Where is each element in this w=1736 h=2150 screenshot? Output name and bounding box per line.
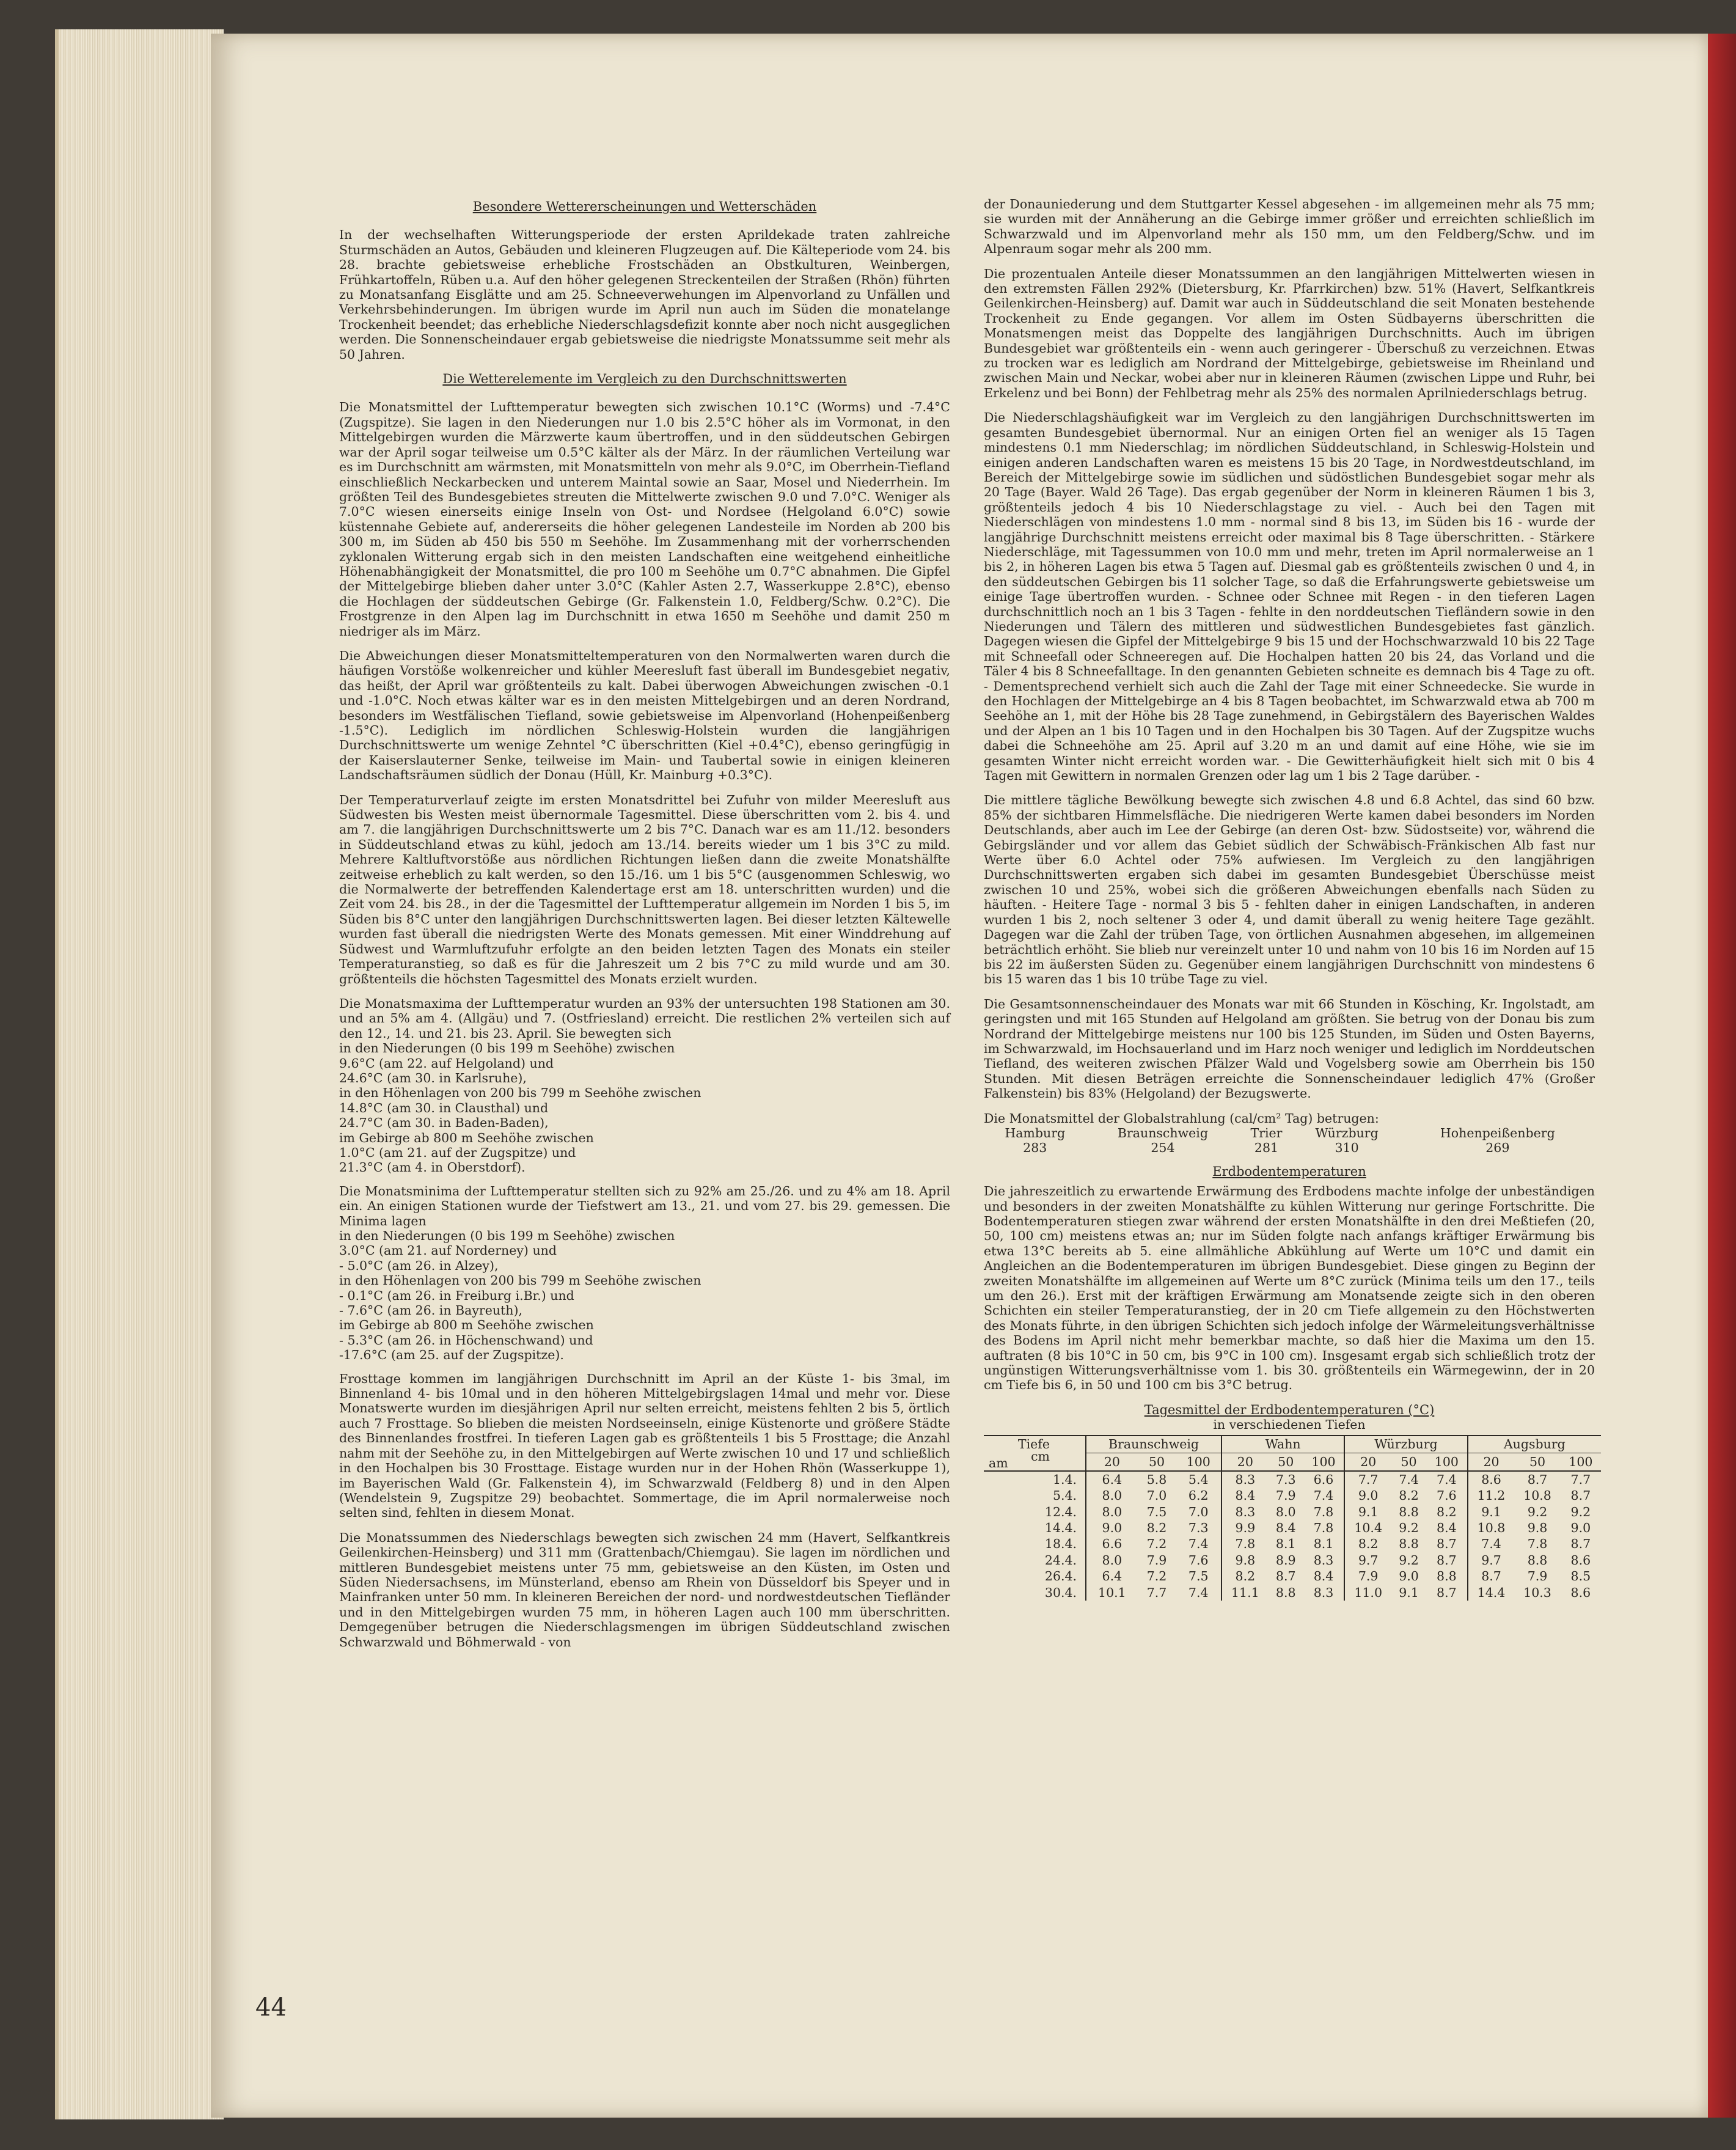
date-cell: 18.4. — [984, 1536, 1086, 1552]
depth-header: 50 — [1401, 1454, 1417, 1469]
temperature-cell: 8.7 — [1437, 1585, 1457, 1600]
date-cell: 12.4. — [984, 1504, 1086, 1520]
temperature-cell: 7.9 — [1527, 1569, 1548, 1584]
depth-header: 50 — [1278, 1454, 1294, 1469]
temperature-cell: 8.7 — [1437, 1552, 1457, 1568]
temperature-cell: 8.4 — [1437, 1520, 1457, 1535]
temperature-cell: 8.7 — [1437, 1536, 1457, 1552]
temperature-cell: 7.8 — [1313, 1504, 1334, 1519]
temperature-cell: 7.0 — [1188, 1504, 1209, 1519]
temperature-cell: 8.3 — [1221, 1471, 1269, 1488]
station-name: Würzburg — [1315, 1125, 1379, 1140]
temperature-cell: 6.2 — [1188, 1488, 1209, 1503]
table-subtitle: in verschiedenen Tiefen — [1213, 1417, 1366, 1433]
station-name: Trier — [1250, 1125, 1283, 1140]
temperature-cell: 8.3 — [1313, 1585, 1334, 1600]
temperature-cell: 9.0 — [1344, 1488, 1391, 1503]
depth-header: 20 — [1344, 1453, 1391, 1471]
table-row — [984, 1471, 1601, 1488]
paragraph: Die mittlere tägliche Bewölkung bewegte sich zwischen 4.8 und 6.8 Achtel, das sind 60 bzw. 85% der sichtbaren Himmelsfläche. Die niedrigeren Werte kamen dabei besonders im Norden Deutschlands, aber auch im Lee der Gebirge (an deren Ost- bzw. Südostseite) vor, während die Gebirgsländer und vor allem das Gebiet südlich der Schwäbisch-Fränkischen Alb fast nur Werte über 6.0 Achtel oder 75% aufwiesen. Im Vergleich zu den langjährigen Durchschnittswerten ergaben sich dabei im gesamten Bundesgebiet Überschüsse meist zwischen 10 und 25%, wobei sich die größeren Abweichungen ebenfalls nach Süden zu häuften. - Heitere Tage - normal 3 bis 5 - fehlten daher in einigen Landschaften, in anderen wurden 1 bis 2, noch seltener 3 oder 4, und damit überall zu wenig heitere Tage gezählt. Dagegen war die Zahl der trüben Tage, von örtlichen Ausnahmen abgesehen, im allgemeinen beträchtlich erhöht. Sie blieb nur vereinzelt unter 10 und nahm von 10 bis 16 im Norden auf 15 bis 22 im äußersten Süden zu. Gegenüber einem langjährigen Durchschnitt von mindestens 6 bis 15 waren das 1 bis 10 trübe Tage zu viel. — [984, 793, 1595, 987]
date-cell: 24.4. — [984, 1552, 1086, 1568]
paragraph: Die Niederschlagshäufigkeit war im Vergleich zu den langjährigen Durchschnittswerten im gesamten Bundesgebiet übernormal. Nur an einigen Orten fiel an weniger als 15 Tagen mindestens 0.1 mm Niederschlag; im nördlichen Süddeutschland, in Schleswig-Holstein und einigen anderen Landschaften waren es meistens 15 bis 20 Tage, in Nordwestdeutschland, im Bereich der Mittelgebirge sowie im südlichen und südöstlichen Bundesgebiet sogar mehr als 20 Tage (Bayer. Wald 26 Tage). Das ergab gegenüber der Norm in kleineren Räumen 1 bis 3, größtenteils jedoch 4 bis 10 Niederschlagstage zu viel. - Auch bei den Tagen mit Niederschlägen von mindestens 1.0 mm - normal sind 8 bis 13, im Süden bis 16 - wurde der langjährige Durchschnitt meistens erreicht oder maximal bis 8 Tage überschritten. - Stärkere Niederschläge, mit Tagessummen von 10.0 mm und mehr, treten im April normalerweise an 1 bis 2, in höheren Lagen bis etwa 5 Tagen auf. Diesmal gab es größtenteils zwischen 0 und 4, in den süddeutschen Gebirgen bis 11 solcher Tage, so daß die Erfahrungswerte gebietsweise um einige Tage übertroffen wurden. - Schnee oder Schnee mit Regen - in den tieferen Lagen durchschnittlich noch an 1 bis 3 Tagen - fehlte in den norddeutschen Tiefländern sowie in den Niederungen und Tälern des mittleren und südwestlichen Bundesgebietes fast gänzlich. Dagegen wiesen die Gipfel der Mittelgebirge 9 bis 15 und der Hochschwarzwald 10 bis 22 Tage mit Schneefall oder Schneeregen auf. Die Hochalpen hatten 20 bis 24, das Vorland und die Täler 4 bis 8 Schneefalltage. In den genannten Gebieten schneite es demnach bis 4 Tage zu oft. - Dementsprechend verhielt sich auch die Zahl der Tage mit einer Schneedecke. Sie wurde in den Hochlagen der Mittelgebirge an 4 bis 8 Tagen beobachtet, im Schwarzwald etwa ab 700 m Seehöhe an 1, mit der Höhe bis 28 Tage zunehmend, in Gebirgstälern des Bayerischen Waldes und der Alpen an 1 bis 10 Tagen und in den Hochalpen bis 30 Tagen. Auf der Zugspitze wuchs dabei die Schneehöhe am 25. April auf 3.20 m an und damit auf eine Höhe, wie sie im gesamten Winter nicht erreicht worden war. - Die Gewitterhäufigkeit hielt sich mit 0 bis 4 Tagen mit Gewittern in normalen Grenzen oder lag um 1 bis 2 Tage darüber. - — [984, 410, 1595, 783]
temperature-cell: 7.2 — [1146, 1536, 1167, 1552]
temperature-cell: 7.4 — [1188, 1585, 1209, 1600]
temperature-cell: 8.6 — [1570, 1552, 1591, 1568]
temperature-cell: 8.8 — [1437, 1569, 1457, 1584]
temperature-cell: 6.6 — [1102, 1536, 1123, 1552]
radiation-value: 269 — [1485, 1140, 1510, 1156]
temperature-cell: 8.8 — [1275, 1585, 1296, 1600]
temperature-cell: 9.2 — [1527, 1504, 1548, 1519]
section-heading: Die Wetterelemente im Vergleich zu den Durchschnittswerten — [442, 372, 847, 387]
paragraph: der Donauniederung und dem Stuttgarter Kessel abgesehen - im allgemeinen mehr als 75 mm; sie wurden mit der Annäherung an die Gebirge immer größer und erreichten schließlich im Schwarzwald und im Alpenvorland mehr als 150 mm, um den Feldberg/Schw. und im Alpenraum sogar mehr als 200 mm. — [984, 197, 1595, 257]
temperature-cell: 8.2 — [1344, 1536, 1391, 1552]
temperature-cell: 7.8 — [1527, 1536, 1548, 1552]
date-cell: 30.4. — [984, 1585, 1086, 1601]
temperature-cell: 8.7 — [1570, 1488, 1591, 1503]
station-header: Würzburg — [1344, 1436, 1467, 1453]
temperature-cell: 7.9 — [1146, 1552, 1167, 1568]
section-heading: Besondere Wettererscheinungen und Wetterschäden — [472, 199, 817, 214]
table-row — [984, 1552, 1601, 1568]
temperature-cell: 9.1 — [1344, 1504, 1391, 1520]
station-header: Wahn — [1221, 1436, 1344, 1453]
temperature-cell: 8.3 — [1313, 1552, 1334, 1568]
corner-cell — [984, 1436, 1086, 1471]
book-binding-edge — [1708, 34, 1736, 2118]
paragraph: Die Gesamtsonnenscheindauer des Monats war mit 66 Stunden in Kösching, Kr. Ingolstadt, am geringsten und mit 165 Stunden auf Helgoland am größten. Sie betrug von der Donau bis zum Nordrand der Mittelgebirge meistens nur 100 bis 125 Stunden, im Süden und Osten Bayerns, im Schwarzwald, im Hochsauerland und im Harz noch weniger und lediglich im Norddeutschen Tiefland, des weiteren zwischen Pfälzer Wald und Vogelsberg sowie am Oberrhein bis 150 Stunden. Mit diesen Beträgen erreichte die Sonnenscheindauer lediglich 47% (Großer Falkenstein) bis 83% (Helgoland) der Bezugswerte. — [984, 996, 1595, 1101]
temperature-cell: 7.9 — [1344, 1568, 1391, 1584]
maxima-list: in den Niederungen (0 bis 199 m Seehöhe) zwischen 9.6°C (am 22. auf Helgoland) und 24.6°C (am 30. in Karlsruhe), in den Höhenlagen von 200 bis 799 m Seehöhe zwischen 14.8°C (am 30. in Clausthal) und 24.7°C (am 30. in Baden-Baden), im Gebirge ab 800 m Seehöhe zwischen 1.0°C (am 21. auf der Zugspitze) und 21.3°C (am 4. in Oberstdorf). — [339, 1041, 701, 1175]
temperature-cell: 8.0 — [1102, 1504, 1123, 1519]
temperature-cell: 9.7 — [1344, 1552, 1391, 1568]
temperature-cell: 9.2 — [1399, 1552, 1419, 1568]
depth-header: 100 — [1311, 1454, 1336, 1469]
depth-header: 100 — [1434, 1454, 1459, 1469]
temperature-cell: 8.0 — [1275, 1504, 1296, 1519]
temperature-cell: 9.1 — [1468, 1504, 1515, 1520]
table-row — [984, 1488, 1601, 1503]
temperature-cell: 9.9 — [1221, 1520, 1269, 1536]
date-cell: 14.4. — [984, 1520, 1086, 1536]
temperature-cell: 8.6 — [1468, 1471, 1515, 1488]
paragraph: Die prozentualen Anteile dieser Monatssummen an den langjährigen Mittelwerten wiesen in den extremsten Fällen 292% (Dietersburg, Kr. Pfarrkirchen) bzw. 51% (Havert, Selfkantkreis Geilenkirchen-Heinsberg) auf. Damit war auch in Süddeutschland die seit Monaten bestehende Trockenheit zu Ende gegangen. Vor allem im Osten Südbayerns überschritten die Monatsmengen meist das Doppelte des langjährigen Durchschnitts. Auch im übrigen Bundesgebiet war größtenteils ein - wenn auch geringerer - Überschuß zu verzeichnen. Etwas zu trocken war es lediglich am Nordrand der Mittelgebirge, gebietsweise im Rheinland und zwischen Main und Neckar, wobei aber nur in kleineren Räumen (zwischen Lippe und Ruhr, bei Erkelenz und bei Bonn) der Fehlbetrag mehr als 25% des normalen Aprilniederschlags betrug. — [984, 266, 1595, 400]
corner-label: am — [989, 1456, 1008, 1471]
temperature-cell: 8.4 — [1221, 1488, 1269, 1503]
temperature-cell: 7.3 — [1275, 1472, 1296, 1487]
radiation-table — [984, 1126, 1595, 1156]
paragraph: Frosttage kommen im langjährigen Durchschnitt im April an der Küste 1- bis 3mal, im Binnenland 4- bis 10mal und in den höheren Mittelgebirgslagen 14mal und mehr vor. Diese Monatswerte wurden im diesjährigen April nur selten erreicht, meistens fehlten 2 bis 5, örtlich auch 7 Frosttage. So blieben die meisten Nordseeinseln, einige Küstenorte und größere Städte des Binnenlandes frostfrei. In tieferen Lagen gab es größtenteils 1 bis 5 Frosttage; die Anzahl nahm mit der Seehöhe zu, in den Mittelgebirgen auf Werte zwischen 10 und 17 und schließlich in den Hochalpen bis 30 Frosttage. Eistage wurden nur in der Hohen Rhön (Wasserkuppe 1), im Bayerischen Wald (Gr. Falkenstein 4), im Schwarzwald (Feldberg 8) und in den Alpen (Wendelstein 9, Zugspitze 29) beobachtet. Sommertage, die im April normalerweise noch selten sind, fehlten in diesem Monat. — [339, 1371, 950, 1521]
date-cell: 1.4. — [984, 1471, 1086, 1488]
temperature-cell: 7.3 — [1188, 1520, 1209, 1535]
temperature-cell: 8.8 — [1399, 1504, 1419, 1519]
temperature-cell: 7.0 — [1146, 1488, 1167, 1503]
temperature-cell: 7.8 — [1313, 1520, 1334, 1535]
paragraph: Die jahreszeitlich zu erwartende Erwärmung des Erdbodens machte infolge der unbeständigen und besonders in der zweiten Monatshälfte zu kühlen Witterung nur geringe Fortschritte. Die Bodentemperaturen stiegen zwar während der ersten Monatshälfte in den drei Meßtiefen (20, 50, 100 cm) meistens etwas an; nur im Süden folgte nach anfangs kräftiger Erwärmung bis etwa 13°C bereits ab 5. eine allmähliche Abkühlung auf Werte um 10°C und damit ein Angleichen an die Bodentemperaturen im übrigen Bundesgebiet. Diese gingen zu Beginn der zweiten Monatshälfte im allgemeinen auf Werte um 8°C zurück (Minima teils um den 17., teils um den 26.). Erst mit der kräftigen Erwärmung am Monatsende zeigte sich in den oberen Schichten ein steiler Temperaturanstieg, der in 20 cm Tiefe allgemein zu den Höchstwerten des Monats führte, in den übrigen Schichten sich jedoch infolge der Wärmeleitungsverhältnisse des Bodens im April nicht mehr bemerkbar machte, so daß hier die Maxima um den 15. auftraten (8 bis 10°C in 50 cm, bis 9°C in 100 cm). Insgesamt ergab sich schließlich trotz der ungünstigen Witterungsverhältnisse vom 1. bis 30. größtenteils ein Wärmegewinn, der in 20 cm Tiefe bis 6, in 50 und 100 cm bis 3°C betrug. — [984, 1184, 1595, 1393]
temperature-cell: 10.3 — [1523, 1585, 1551, 1600]
station-name: Hamburg — [1005, 1125, 1066, 1140]
temperature-cell: 7.4 — [1188, 1536, 1209, 1552]
soil-temperature-table — [984, 1435, 1601, 1601]
temperature-cell: 8.7 — [1570, 1536, 1591, 1552]
table-title: Tagesmittel der Erdbodentemperaturen (°C) — [1144, 1402, 1435, 1417]
temperature-cell: 7.4 — [1468, 1536, 1515, 1552]
depth-header: 100 — [1186, 1454, 1210, 1469]
temperature-cell: 9.2 — [1570, 1504, 1591, 1519]
temperature-cell: 7.4 — [1437, 1472, 1457, 1487]
temperature-cell: 7.4 — [1399, 1472, 1419, 1487]
table-row — [984, 1536, 1601, 1552]
temperature-cell: 7.7 — [1146, 1585, 1167, 1600]
depth-header: 20 — [1468, 1453, 1515, 1471]
temperature-cell: 10.8 — [1523, 1488, 1551, 1503]
corner-label: cm — [1031, 1448, 1050, 1464]
temperature-cell: 10.1 — [1098, 1585, 1126, 1600]
depth-header: 20 — [1221, 1453, 1269, 1471]
depth-header: 50 — [1149, 1454, 1165, 1469]
temperature-cell: 11.0 — [1344, 1585, 1391, 1601]
temperature-cell: 8.7 — [1468, 1568, 1515, 1584]
temperature-cell: 8.2 — [1437, 1504, 1457, 1519]
temperature-cell: 9.0 — [1399, 1569, 1419, 1584]
temperature-cell: 11.1 — [1221, 1585, 1269, 1601]
temperature-cell: 9.0 — [1570, 1520, 1591, 1535]
date-cell: 26.4. — [984, 1568, 1086, 1584]
temperature-cell: 11.2 — [1468, 1488, 1515, 1503]
temperature-cell: 7.8 — [1221, 1536, 1269, 1552]
temperature-cell: 5.4 — [1188, 1472, 1209, 1487]
temperature-cell: 8.0 — [1102, 1552, 1123, 1568]
radiation-value: 310 — [1335, 1140, 1359, 1156]
radiation-intro: Die Monatsmittel der Globalstrahlung (cal/cm² Tag) betrugen: — [984, 1110, 1379, 1126]
temperature-cell: 9.0 — [1102, 1520, 1123, 1535]
temperature-cell: 14.4 — [1468, 1585, 1515, 1601]
temperature-cell: 8.4 — [1313, 1569, 1334, 1584]
temperature-cell: 6.6 — [1313, 1472, 1334, 1487]
temperature-cell: 10.8 — [1468, 1520, 1515, 1536]
paragraph: Die Monatssummen des Niederschlags bewegten sich zwischen 24 mm (Havert, Selfkantkreis Geilenkirchen-Heinsberg) und 311 mm (Grattenbach/Chiemgau). Sie lagen im nördlichen und mittleren Bundesgebiet meistens unter 75 mm, gebietsweise an den Küsten, im Osten und Süden Niedersachsens, im Münsterland, ebenso am Rhein von Düsseldorf bis Speyer und in Mainfranken unter 50 mm. In kleineren Bereichen der nord- und nordwestdeutschen Tiefländer und in den Mittelgebirgen wurden 75 mm, in höheren Lagen auch 100 mm überschritten. Demgegenüber betrugen die Niederschlagsmengen im übrigen Süddeutschland zwischen Schwarzwald und Böhmerwald - von — [339, 1530, 950, 1649]
temperature-cell: 8.8 — [1527, 1552, 1548, 1568]
date-cell: 5.4. — [984, 1488, 1086, 1503]
station-name: Braunschweig — [1117, 1125, 1208, 1140]
temperature-cell: 8.1 — [1313, 1536, 1334, 1552]
temperature-cell: 8.7 — [1275, 1569, 1296, 1584]
radiation-value: 283 — [1023, 1140, 1047, 1156]
depth-header: 100 — [1569, 1454, 1593, 1469]
temperature-cell: 8.2 — [1399, 1488, 1419, 1503]
station-header: Braunschweig — [1108, 1437, 1199, 1452]
right-column — [984, 197, 1595, 1601]
paragraph: Die Monatsmittel der Lufttemperatur bewegten sich zwischen 10.1°C (Worms) und -7.4°C (Zugspitze). Sie lagen in den Niederungen nur 1.0 bis 2.5°C höher als im Vormonat, in den Mittelgebirgen wurden die Märzwerte kaum übertroffen, und in den süddeutschen Gebirgen war der April sogar teilweise um 0.5°C kälter als der März. In der räumlichen Verteilung war es im Durchschnitt am wärmsten, mit Monatsmitteln von mehr als 9.0°C, im Oberrhein-Tiefland einschließlich Neckarbecken und unterem Maintal sowie an Saar, Mosel und Niederrhein. Im größten Teil des Bundesgebietes streuten die Mittelwerte zwischen 9.0 und 7.0°C. Weniger als 7.0°C wiesen einerseits einige Inseln von Ost- und Nordsee (Helgoland 6.0°C) sowie küstennahe Gebiete auf, andererseits die höher gelegenen Landesteile im Norden ab 200 bis 300 m, im Süden ab 450 bis 550 m Seehöhe. Im Zusammenhang mit der vorherrschenden zyklonalen Witterung ergab sich in den meisten Landschaften eine weitgehend einheitliche Höhenabhängigkeit der Monatsmittel, die pro 100 m Seehöhe um 0.7°C abnahmen. Die Gipfel der Mittelgebirge blieben daher unter 3.0°C (Kahler Asten 2.7, Wasserkuppe 2.8°C), ebenso die Hochlagen der süddeutschen Gebirge (Gr. Falkenstein 1.0, Feldberg/Schw. 0.2°C). Die Frostgrenze in den Alpen lag im Durchschnitt in etwa 1650 m Seehöhe und damit 250 m niedriger als im März. — [339, 400, 950, 639]
temperature-cell: 8.5 — [1570, 1569, 1591, 1584]
temperature-cell: 7.6 — [1437, 1488, 1457, 1503]
temperature-cell: 8.2 — [1221, 1568, 1269, 1584]
temperature-cell: 9.8 — [1527, 1520, 1548, 1535]
temperature-cell: 8.0 — [1102, 1488, 1123, 1503]
temperature-cell: 8.7 — [1527, 1472, 1548, 1487]
temperature-cell: 8.3 — [1221, 1504, 1269, 1520]
paragraph: Die Monatsmaxima der Lufttemperatur wurden an 93% der untersuchten 198 Stationen am 30. und an 5% am 4. (Allgäu) und 7. (Ostfriesland) erreicht. Die restlichen 2% verteilen sich auf den 12., 14. und 21. bis 23. April. Sie bewegten sich — [339, 996, 950, 1041]
left-column — [339, 199, 950, 1659]
temperature-cell: 8.8 — [1399, 1536, 1419, 1552]
temperature-cell: 8.4 — [1275, 1520, 1296, 1535]
temperature-cell: 8.2 — [1146, 1520, 1167, 1535]
corner-label: Tiefe — [1017, 1436, 1050, 1451]
temperature-cell: 8.1 — [1275, 1536, 1296, 1552]
minima-list: in den Niederungen (0 bis 199 m Seehöhe) zwischen 3.0°C (am 21. auf Norderney) und - 5.0°C (am 26. in Alzey), in den Höhenlagen von 200 bis 799 m Seehöhe zwischen - 0.1°C (am 26. in Freiburg i.Br.) und - 7.6°C (am 26. in Bayreuth), im Gebirge ab 800 m Seehöhe zwischen - 5.3°C (am 26. in Höchenschwand) und -17.6°C (am 25. auf der Zugspitze). — [339, 1228, 701, 1363]
paragraph: Der Temperaturverlauf zeigte im ersten Monatsdrittel bei Zufuhr von milder Meeresluft aus Südwesten bis Westen meist übernormale Tagesmittel. Diese überschritten vom 2. bis 4. und am 7. die langjährigen Durchschnittswerte um 2 bis 7°C. Danach war es am 11./12. besonders in Süddeutschland etwas zu kühl, jedoch am 13./14. bereits wieder um 1 bis 3°C zu mild. Mehrere Kaltluftvorstöße aus nördlichen Richtungen ließen dann die zweite Monatshälfte zeitweise erheblich zu kalt werden, so den 15./16. um 1 bis 5°C (ausgenommen Schleswig, wo die Normalwerte der betreffenden Kalendertage erst am 18. unterschritten wurden) und die Zeit vom 24. bis 28., in der die Tagesmittel der Lufttemperatur allgemein im Norden 1 bis 5, im Süden bis 8°C unter den langjährigen Durchschnittswerten lagen. Bei dieser letzten Kältewelle wurden fast überall die niedrigsten Werte des Monats gemessen. Mit einer Winddrehung auf Südwest und Warmluftzufuhr erfolgte an den beiden letzten Tagen des Monats ein steiler Temperaturanstieg, so daß es für die Jahreszeit um 2 bis 7°C zu mild wurde und am 30. größtenteils die höchsten Tagesmittel des Monats erzielt wurden. — [339, 792, 950, 986]
station-name: Hohenpeißenberg — [1440, 1125, 1555, 1140]
temperature-cell: 7.9 — [1275, 1488, 1296, 1503]
radiation-value: 254 — [1151, 1140, 1175, 1156]
station-header: Augsburg — [1468, 1436, 1601, 1453]
temperature-cell: 7.5 — [1188, 1569, 1209, 1584]
temperature-cell: 8.9 — [1275, 1552, 1296, 1568]
section-heading: Erdbodentemperaturen — [1212, 1164, 1366, 1179]
temperature-cell: 7.2 — [1146, 1569, 1167, 1584]
temperature-cell: 9.2 — [1399, 1520, 1419, 1535]
temperature-cell: 9.1 — [1399, 1585, 1419, 1600]
table-row — [984, 1520, 1601, 1536]
temperature-cell: 7.7 — [1344, 1471, 1391, 1488]
page-edges — [55, 29, 224, 2119]
temperature-cell: 7.6 — [1188, 1552, 1209, 1568]
table-row — [984, 1585, 1601, 1601]
paragraph: Die Abweichungen dieser Monatsmitteltemperaturen von den Normalwerten waren durch die häufigen Vorstöße wolkenreicher und kühler Meeresluft fast überall im Bundesgebiet negativ, das heißt, der April war größtenteils zu kalt. Dabei überwogen Abweichungen zwischen -0.1 und -1.0°C. Noch etwas kälter war es in den meisten Mittelgebirgen und an deren Nordrand, besonders im Westfälischen Tiefland, sowie gebietsweise im Alpenvorland (Hohenpeißenberg -1.5°C). Lediglich im nördlichen Schleswig-Holstein wurden die langjährigen Durchschnittswerte um wenige Zehntel °C überschritten (Kiel +0.4°C), ebenso geringfügig in der Kaiserslauterner Senke, teilweise im Main- und Taubertal sowie in einigen kleineren Landschaftsräumen südlich der Donau (Hüll, Kr. Mainburg +0.3°C). — [339, 648, 950, 783]
temperature-cell: 6.4 — [1102, 1569, 1123, 1584]
table-row — [984, 1504, 1601, 1520]
temperature-cell: 8.6 — [1570, 1585, 1591, 1600]
temperature-cell: 6.4 — [1102, 1472, 1123, 1487]
paragraph: Die Monatsminima der Lufttemperatur stellten sich zu 92% am 25./26. und zu 4% am 18. April ein. An einigen Stationen wurde der Tiefstwert am 13., 21. und vom 27. bis 29. gemessen. Die Minima lagen — [339, 1183, 950, 1228]
radiation-value: 281 — [1254, 1140, 1279, 1156]
temperature-cell: 9.8 — [1221, 1552, 1269, 1568]
page-number: 44 — [255, 1994, 287, 2022]
temperature-cell: 9.7 — [1468, 1552, 1515, 1568]
depth-header: 50 — [1529, 1454, 1546, 1469]
depth-header: 20 — [1104, 1454, 1120, 1469]
temperature-cell: 10.4 — [1344, 1520, 1391, 1536]
table-row — [984, 1568, 1601, 1584]
temperature-cell: 7.7 — [1570, 1472, 1591, 1487]
temperature-cell: 5.8 — [1146, 1472, 1167, 1487]
paragraph: In der wechselhaften Witterungsperiode der ersten Aprildekade traten zahlreiche Sturmschäden an Autos, Gebäuden und kleineren Flugzeugen auf. Die Kälteperiode vom 24. bis 28. brachte gebietsweise erhebliche Frostschäden an Obstkulturen, Weinbergen, Frühkartoffeln, Rüben u.a. Auf den höher gelegenen Streckenteilen der Straßen (Rhön) führten zu Monatsanfang Eisglätte und am 25. Schneeverwehungen im Alpenvorland zu Unfällen und Verkehrsbehinderungen. Im übrigen wurde im April nun auch im Süden die monatelange Trockenheit beendet; das erhebliche Niederschlagsdefizit konnte aber noch nicht ausgeglichen werden. Die Sonnenscheindauer ergab gebietsweise die niedrigste Monatssumme seit mehr als 50 Jahren. — [339, 227, 950, 362]
temperature-cell: 7.5 — [1146, 1504, 1167, 1519]
temperature-cell: 7.4 — [1313, 1488, 1334, 1503]
